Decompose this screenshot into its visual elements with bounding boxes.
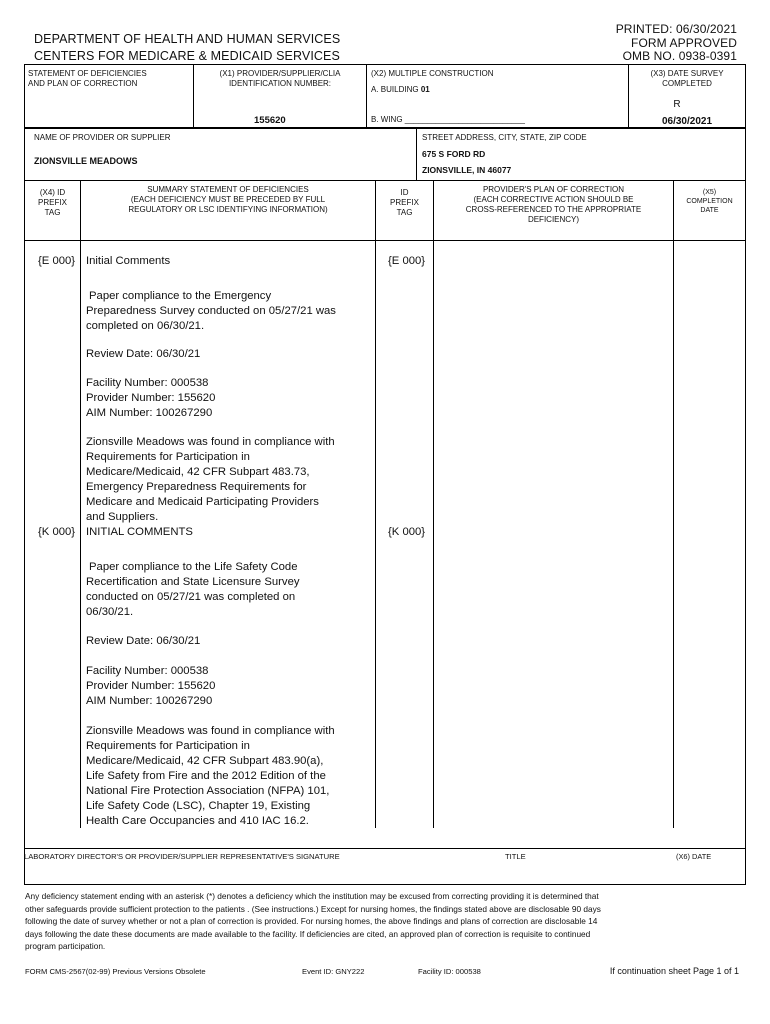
text-line: Paper compliance to the Emergency — [89, 290, 272, 302]
date-survey-label-2: COMPLETED — [662, 79, 712, 88]
department-name: DEPARTMENT OF HEALTH AND HUMAN SERVICES — [34, 32, 341, 46]
rule-col-id — [433, 180, 434, 828]
building-value: 01 — [420, 85, 430, 94]
rule-col-summary — [375, 180, 376, 828]
facility-id: Facility ID: 000538 — [418, 967, 481, 976]
multiple-construction-label: (X2) MULTIPLE CONSTRUCTION — [371, 69, 494, 78]
disclaimer-line: other safeguards provide sufficient protection to the patients . (See instructions.) Except for nursing homes, the findings stated above are disclosable 90 days — [25, 903, 601, 914]
text-line: AIM Number: 100267290 — [86, 407, 213, 419]
form-number: FORM CMS-2567(02-99) Previous Versions Obsolete — [25, 967, 206, 976]
text-line: National Fire Protection Association (NFPA) 101, — [86, 785, 330, 797]
rule-top — [24, 64, 746, 65]
rule-content-bottom — [24, 848, 746, 849]
rule-provider-bottom — [24, 180, 746, 181]
provider-id-label-1: (X1) PROVIDER/SUPPLIER/CLIA — [219, 69, 341, 78]
building-field — [371, 85, 430, 95]
rule-info-x2 — [366, 64, 367, 128]
col-id-line-2: PREFIX — [390, 198, 419, 207]
statement-label-1: STATEMENT OF DEFICIENCIES — [28, 69, 147, 78]
rule-columns-bottom — [24, 240, 746, 241]
text-line: AIM Number: 100267290 — [86, 695, 213, 707]
entry-2-prefix-tag: {K 000} — [38, 526, 76, 538]
col-id-line-3: TAG — [396, 208, 413, 217]
date-label: (X6) DATE — [676, 852, 712, 861]
provider-id-label-2: IDENTIFICATION NUMBER: — [228, 79, 332, 88]
centers-name: CENTERS FOR MEDICARE & MEDICAID SERVICES — [34, 49, 340, 63]
text-line: conducted on 05/27/21 was completed on — [86, 591, 296, 603]
text-line: Requirements for Participation in — [86, 451, 250, 463]
continuation-sheet: If continuation sheet Page 1 of 1 — [609, 966, 739, 976]
form-approved: FORM APPROVED — [631, 36, 737, 50]
text-line: Medicare and Medicaid Participating Providers — [86, 496, 319, 508]
text-line: Provider Number: 155620 — [86, 392, 216, 404]
entry-1-paragraph-4 — [86, 435, 335, 525]
col-summary-header — [81, 185, 375, 215]
text-line: 06/30/21. — [86, 606, 134, 618]
col-x5-line-2: COMPLETION — [686, 198, 733, 205]
entry-2-id-tag: {K 000} — [388, 526, 426, 538]
entry-1-paragraph-1 — [86, 289, 336, 334]
text-line: Zionsville Meadows was found in compliance with — [86, 436, 335, 448]
text-line: and Suppliers. — [86, 511, 159, 523]
building-label: A. BUILDING — [371, 85, 419, 94]
entry-2-paragraph-3 — [86, 664, 215, 709]
col-x4-line-1: (X4) ID — [39, 188, 66, 197]
date-survey-value: 06/30/2021 — [661, 116, 713, 127]
signature-label: LABORATORY DIRECTOR'S OR PROVIDER/SUPPLIER REPRESENTATIVE'S SIGNATURE — [24, 852, 340, 861]
col-x5-line-1: (X5) — [702, 189, 717, 196]
text-line: Paper compliance to the Life Safety Code — [89, 561, 298, 573]
rule-signature-bottom — [24, 884, 746, 885]
entry-2-paragraph-4 — [86, 724, 335, 829]
col-plan-line-1: PROVIDER'S PLAN OF CORRECTION — [482, 185, 625, 194]
text-line: Life Safety from Fire and the 2012 Edition of the — [86, 770, 326, 782]
text-line: Health Care Occupancies and 410 IAC 16.2. — [86, 815, 309, 827]
rule-col-x4 — [80, 180, 81, 828]
text-line: Emergency Preparedness Requirements for — [86, 481, 307, 493]
col-plan-line-2: (EACH CORRECTIVE ACTION SHOULD BE — [473, 195, 634, 204]
title-label: TITLE — [505, 852, 526, 861]
col-plan-line-3: CROSS-REFERENCED TO THE APPROPRIATE — [465, 205, 642, 214]
entry-1-prefix-tag: {E 000} — [38, 255, 76, 267]
event-id: Event ID: GNY222 — [302, 967, 365, 976]
entry-1-title: Initial Comments — [86, 255, 171, 267]
entry-2-paragraph-2 — [86, 634, 200, 649]
text-line: Preparedness Survey conducted on 05/27/21 was — [86, 305, 336, 317]
text-line: Provider Number: 155620 — [86, 680, 216, 692]
entry-2-title: INITIAL COMMENTS — [86, 526, 193, 538]
text-line: Life Safety Code (LSC), Chapter 19, Existing — [86, 800, 311, 812]
rule-info-bottom — [24, 127, 746, 129]
entry-1-paragraph-3 — [86, 376, 215, 421]
col-id-line-1: ID — [400, 188, 409, 197]
disclaimer-line: following the date of survey whether or not a plan of correction is provided. For nursing homes, the above findings and plans of correction are disclosable 14 — [25, 916, 598, 926]
col-plan-line-4: DEFICIENCY) — [527, 215, 580, 224]
rule-provider-split — [416, 128, 417, 180]
col-id-header — [376, 188, 433, 218]
text-line: Review Date: 06/30/21 — [86, 635, 201, 647]
statement-label-2: AND PLAN OF CORRECTION — [28, 79, 138, 88]
entry-1-paragraph-2 — [86, 347, 200, 362]
disclaimer-line: Any deficiency statement ending with an asterisk (*) denotes a deficiency which the institution may be excused from correcting providing it is determined that — [25, 891, 599, 901]
text-line: Review Date: 06/30/21 — [86, 348, 201, 360]
text-line: Medicare/Medicaid, 42 CFR Subpart 483.73, — [86, 466, 310, 478]
rule-right — [745, 64, 746, 884]
text-line: Medicare/Medicaid, 42 CFR Subpart 483.90(a), — [86, 755, 324, 767]
provider-name-label: NAME OF PROVIDER OR SUPPLIER — [34, 133, 171, 142]
printed-date: PRINTED: 06/30/2021 — [615, 22, 737, 36]
address-label: STREET ADDRESS, CITY, STATE, ZIP CODE — [422, 133, 587, 142]
text-line: Requirements for Participation in — [86, 740, 250, 752]
col-x4-line-3: TAG — [44, 208, 61, 217]
omb-number: OMB NO. 0938-0391 — [622, 49, 737, 63]
disclaimer — [25, 890, 601, 953]
col-x4-header — [25, 188, 80, 218]
provider-name-value: ZIONSVILLE MEADOWS — [34, 156, 138, 166]
col-summary-line-1: SUMMARY STATEMENT OF DEFICIENCIES — [147, 185, 309, 194]
col-plan-header — [434, 185, 673, 225]
address-line-1: 675 S FORD RD — [422, 149, 486, 159]
col-x4-line-2: PREFIX — [38, 198, 67, 207]
text-line: Zionsville Meadows was found in compliance with — [86, 725, 335, 737]
disclaimer-line: program participation. — [25, 941, 106, 951]
date-survey-r: R — [673, 99, 681, 110]
rule-col-plan — [673, 180, 674, 828]
wing-label: B. WING ___________________________ — [371, 115, 525, 124]
text-line: completed on 06/30/21. — [86, 320, 205, 332]
entry-2-paragraph-1 — [86, 560, 300, 620]
col-summary-line-3: REGULATORY OR LSC IDENTIFYING INFORMATION) — [128, 205, 328, 214]
rule-left — [24, 64, 25, 884]
text-line: Facility Number: 000538 — [86, 665, 209, 677]
entry-1-id-tag: {E 000} — [388, 255, 426, 267]
col-x5-header — [674, 188, 745, 215]
text-line: Facility Number: 000538 — [86, 377, 209, 389]
provider-id-value: 155620 — [254, 115, 286, 126]
col-summary-line-2: (EACH DEFICIENCY MUST BE PRECEDED BY FULL — [130, 195, 326, 204]
address-line-2: ZIONSVILLE, IN 46077 — [422, 165, 512, 175]
date-survey-label-1: (X3) DATE SURVEY — [650, 69, 724, 78]
disclaimer-line: days following the date these documents are made available to the facility. If deficiencies are cited, an approved plan of correction is requisite to continued — [25, 928, 591, 939]
col-x5-line-3: DATE — [700, 207, 719, 214]
text-line: Recertification and State Licensure Survey — [86, 576, 300, 588]
